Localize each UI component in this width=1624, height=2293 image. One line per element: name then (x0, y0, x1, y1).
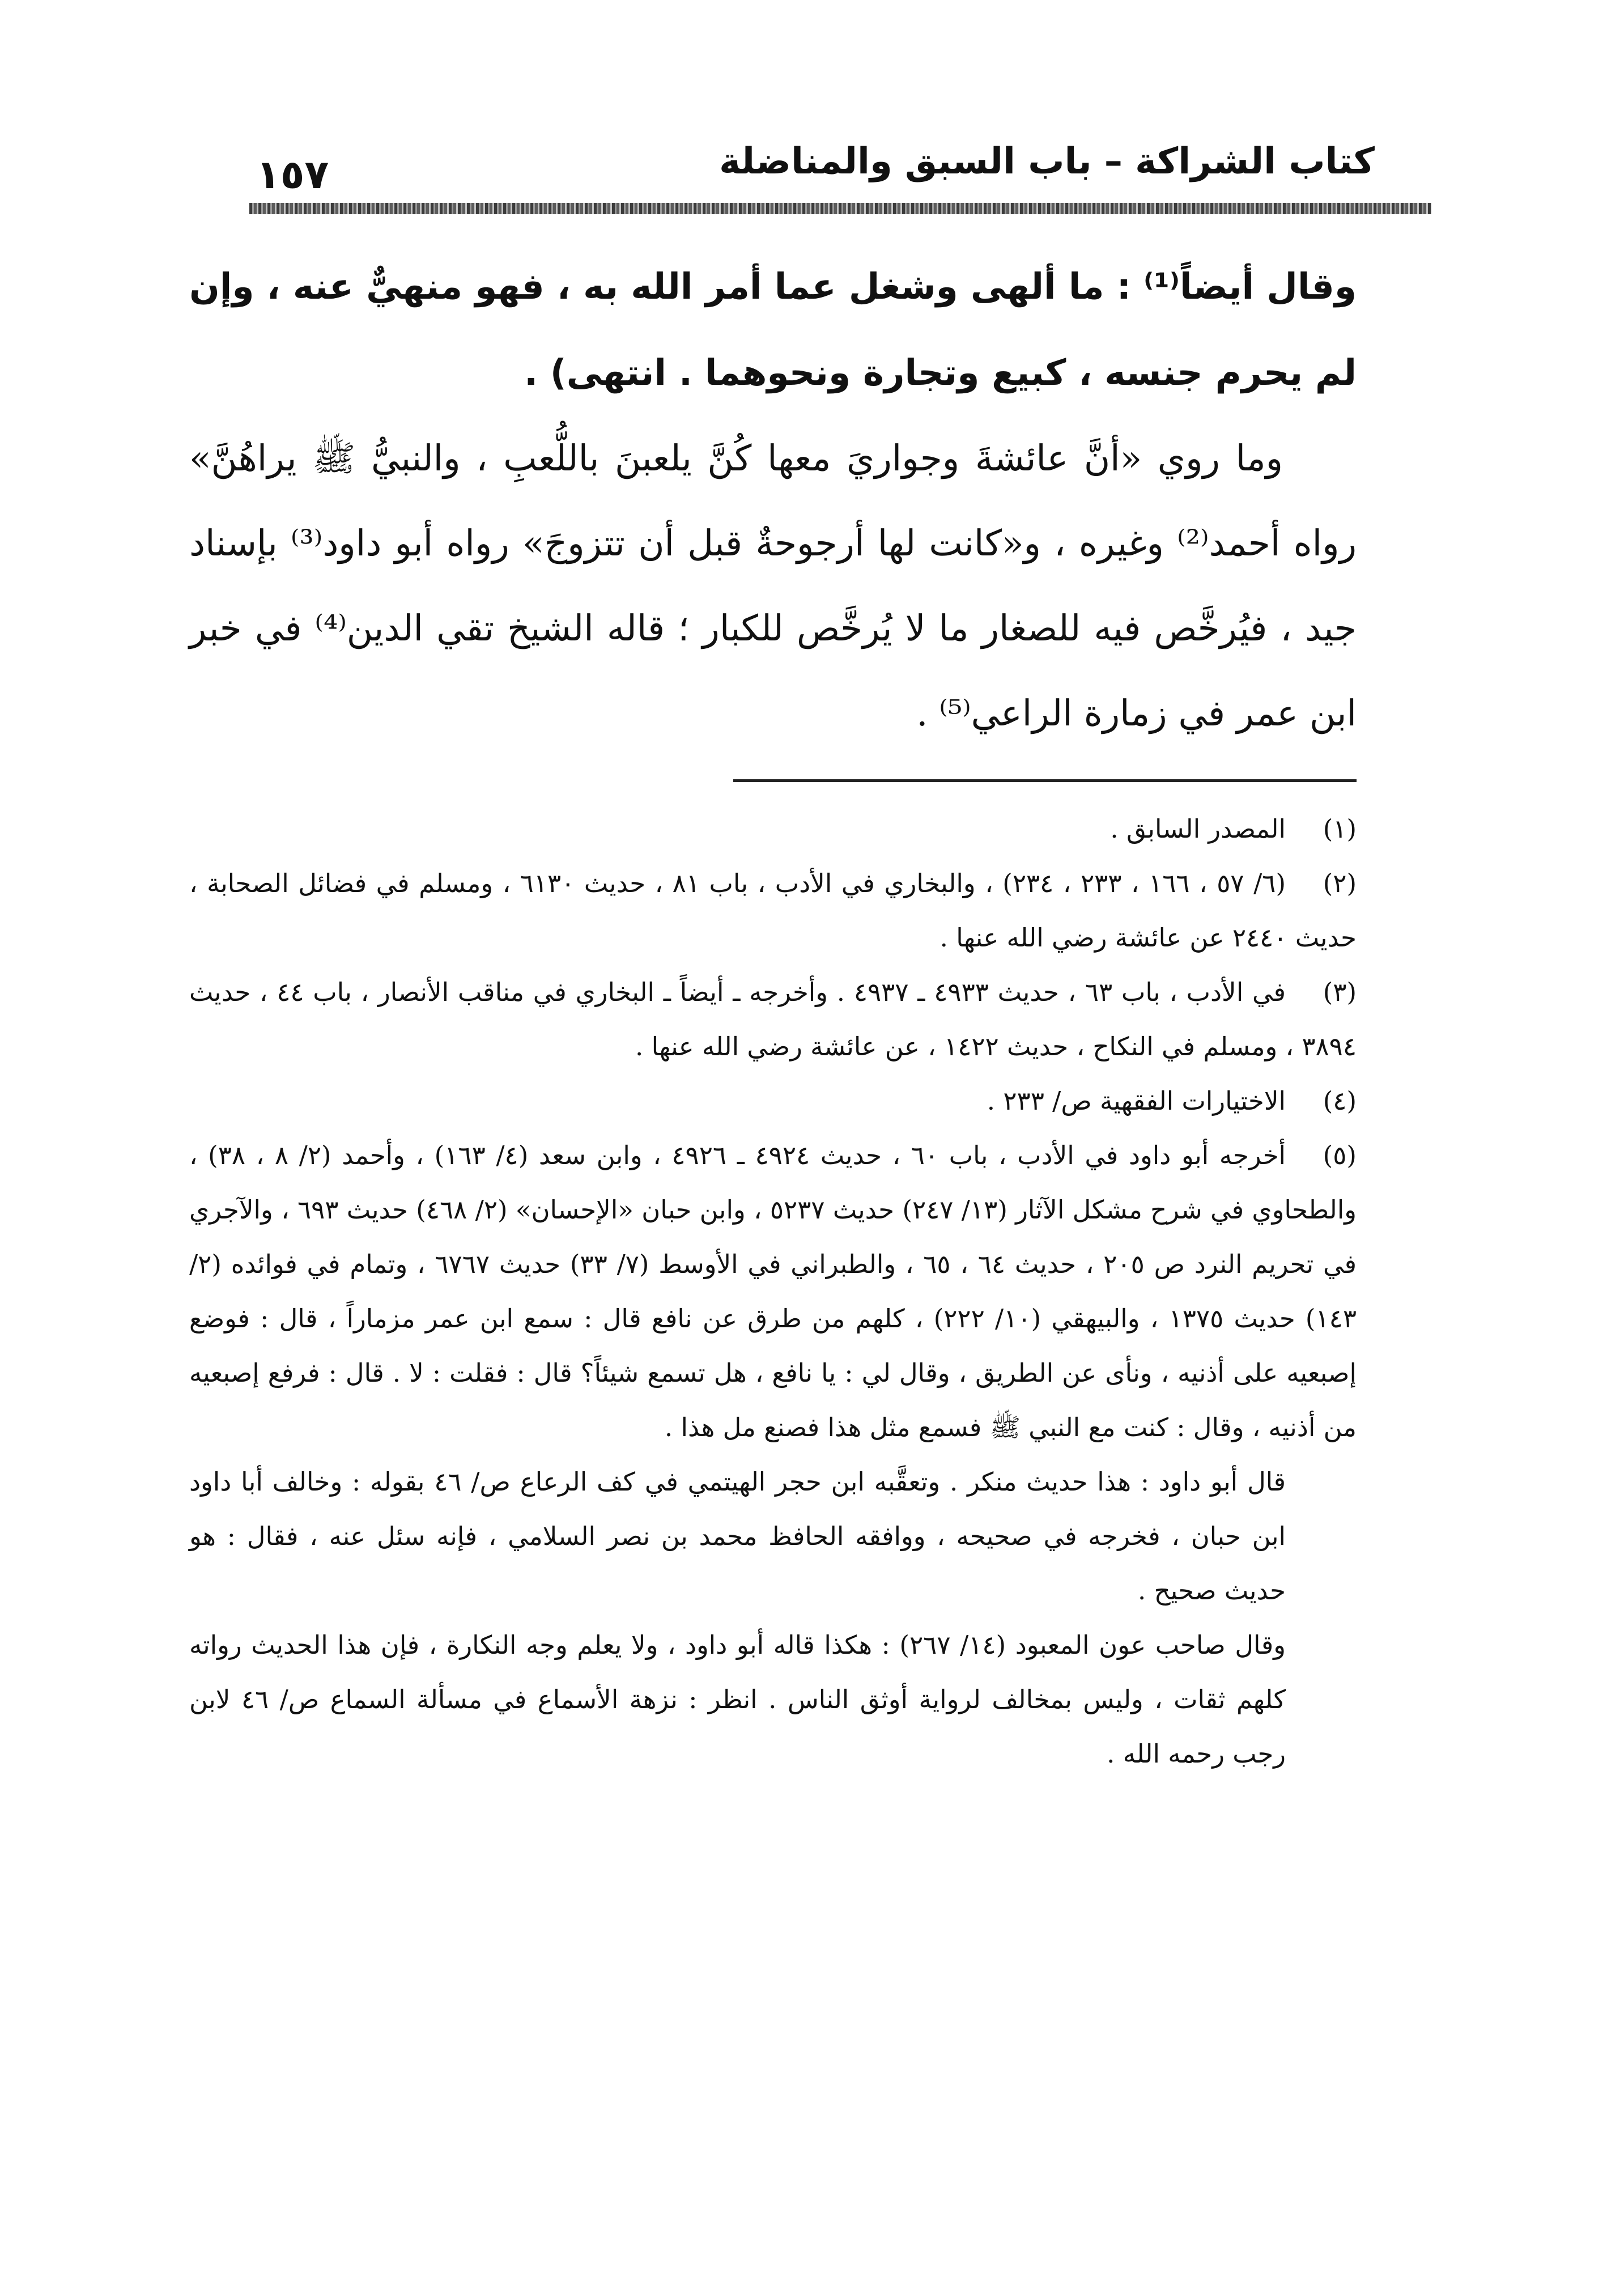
running-header-title: كتاب الشراكة – باب السبق والمناضلة (719, 141, 1375, 182)
footnote-number: (٣) (1323, 977, 1357, 1007)
header-rule (249, 203, 1431, 214)
footnote-number: (١) (1323, 814, 1357, 844)
footnote-text: (٦/ ٥٧ ، ١٦٦ ، ٢٣٣ ، ٢٣٤) ، والبخاري في الأدب ، باب ٨١ ، حديث ٦١٣٠ ، ومسلم في فضائل الصحابة ، حديث ٢٤٤٠ عن عائشة رضي الله عنها . (189, 868, 1357, 953)
footnote-continuation: وقال صاحب عون المعبود (١٤/ ٢٦٧) : هكذا قاله أبو داود ، ولا يعلم وجه النكارة ، فإن هذا الحديث رواته كلهم ثقات ، وليس بمخالف لرواية أوثق الناس . انظر : نزهة الأسماع في مسألة السماع ص/ ٤٦ لابن رجب رحمه الله . (189, 1630, 1286, 1769)
footnote-text: أخرجه أبو داود في الأدب ، باب ٦٠ ، حديث ٤٩٢٤ ـ ٤٩٢٦ ، وابن سعد (٤/ ١٦٣) ، وأحمد (٢/ ٨ ، ٣٨) ، والطحاوي في شرح مشكل الآثار (١٣/ ٢٤٧) حديث ٥٢٣٧ ، وابن حبان «الإحسان» (٢/ ٤٦٨) حديث ٦٩٣ ، والآجري في تحريم النرد ص ٢٠٥ ، حديث ٦٤ ، ٦٥ ، والطبراني في الأوسط (٧/ ٣٣) حديث ٦٧٦٧ ، وتمام في فوائده (٢/ ١٤٣) حديث ١٣٧٥ ، والبيهقي (١٠/ ٢٢٢) ، كلهم من طرق عن نافع قال : سمع ابن عمر مزماراً ، قال : فوضع إصبعيه على أذنيه ، ونأى عن الطريق ، وقال لي : يا نافع ، هل تسمع شيئاً؟ قال : فقلت : لا . قال : فرفع إصبعيه من أذنيه ، وقال : كنت مع النبي ﷺ فسمع مثل هذا فصنع مل هذا . (189, 1140, 1357, 1442)
footnote-number: (٤) (1323, 1086, 1357, 1116)
paragraph-body: وما روي «أنَّ عائشةَ وجواريَ معها كُنَّ يلعبنَ باللُّعبِ ، والنبيُّ ﷺ يراهُنَّ» رواه أحمد⁽²⁾ وغيره ، و«كانت لها أرجوحةٌ قبل أن تتزوجَ» رواه أبو داود⁽³⁾ بإسناد جيد ، فيُرخَّص فيه للصغار ما لا يُرخَّص للكبار ؛ قاله الشيخ تقي الدين⁽⁴⁾ في خبر ابن عمر في زمارة الراعي⁽⁵⁾ . (189, 438, 1357, 734)
main-text (189, 244, 1357, 756)
footnote-continuation: قال أبو داود : هذا حديث منكر . وتعقَّبه ابن حجر الهيتمي في كف الرعاع ص/ ٤٦ بقوله : وخالف أبا داود ابن حبان ، فخرجه في صحيحه ، ووافقه الحافظ محمد بن نصر السلامي ، فإنه سئل عنه ، فقال : هو حديث صحيح . (189, 1467, 1286, 1606)
footnote (189, 802, 1357, 856)
footnote (189, 856, 1357, 965)
footnote-text: الاختيارات الفقهية ص/ ٢٣٣ . (987, 1086, 1286, 1116)
paragraph-quote: وقال أيضاً⁽¹⁾ : ما ألهى وشغل عما أمر الله به ، فهو منهيٌّ عنه ، وإن لم يحرم جنسه ، كبيع وتجارة ونحوهما . انتهى) . (189, 266, 1357, 393)
footnote (189, 965, 1357, 1074)
footnotes-section (189, 802, 1357, 1781)
footnote-number: (٢) (1323, 868, 1357, 898)
footnote-separator (733, 779, 1357, 782)
footnote-text: في الأدب ، باب ٦٣ ، حديث ٤٩٣٣ ـ ٤٩٣٧ . وأخرجه ـ أيضاً ـ البخاري في مناقب الأنصار ، باب ٤٤ ، حديث ٣٨٩٤ ، ومسلم في النكاح ، حديث ١٤٢٢ ، عن عائشة رضي الله عنها . (189, 977, 1357, 1061)
footnote-text: المصدر السابق . (1110, 814, 1286, 844)
footnote (189, 1074, 1357, 1128)
footnote (189, 1128, 1357, 1455)
footnote-number: (٥) (1323, 1140, 1357, 1170)
page-number: ١٥٧ (256, 151, 329, 198)
